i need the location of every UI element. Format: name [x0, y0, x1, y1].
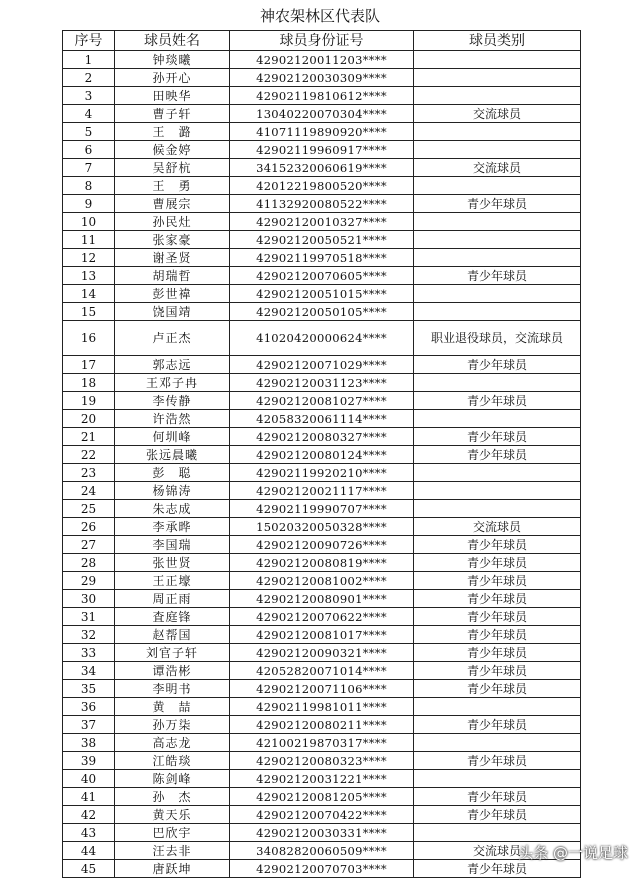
- table-row: [63, 698, 581, 716]
- watermark-text: 头条 @一说足球: [518, 844, 628, 862]
- cell-type: [414, 231, 581, 249]
- cell-name: 杨锦涛: [115, 482, 230, 500]
- cell-id: 42902120070703****: [230, 860, 414, 878]
- cell-name: 彭 聪: [115, 464, 230, 482]
- cell-id: 42902120071029****: [230, 356, 414, 374]
- cell-name: 许浩然: [115, 410, 230, 428]
- cell-no: 36: [63, 698, 115, 716]
- cell-name: 何圳峰: [115, 428, 230, 446]
- cell-id: 42058320061114****: [230, 410, 414, 428]
- cell-name: 赵帮国: [115, 626, 230, 644]
- table-row: [63, 554, 581, 572]
- watermark: [518, 842, 628, 863]
- document-title: 神农架林区代表队: [259, 7, 380, 25]
- header-id: 球员身份证号: [230, 31, 414, 51]
- cell-id: 15020320050328****: [230, 518, 414, 536]
- cell-type: 青少年球员: [414, 716, 581, 734]
- table-row: [63, 824, 581, 842]
- cell-name: 孙民灶: [115, 213, 230, 231]
- cell-name: 刘官子轩: [115, 644, 230, 662]
- cell-no: 1: [63, 51, 115, 69]
- cell-type: 青少年球员: [414, 806, 581, 824]
- table-row: [63, 285, 581, 303]
- table-row: [63, 752, 581, 770]
- cell-id: 42902120080901****: [230, 590, 414, 608]
- table-row: [63, 213, 581, 231]
- cell-id: 42902120050521****: [230, 231, 414, 249]
- roster-body: [63, 51, 581, 878]
- table-row: [63, 626, 581, 644]
- table-row: [63, 842, 581, 860]
- table-row: [63, 231, 581, 249]
- table-row: [63, 249, 581, 267]
- cell-type: 青少年球员: [414, 608, 581, 626]
- cell-no: 37: [63, 716, 115, 734]
- cell-no: 20: [63, 410, 115, 428]
- cell-no: 23: [63, 464, 115, 482]
- cell-name: 陈剑峰: [115, 770, 230, 788]
- cell-name: 谭浩彬: [115, 662, 230, 680]
- cell-name: 李国瑞: [115, 536, 230, 554]
- cell-no: 25: [63, 500, 115, 518]
- cell-no: 19: [63, 392, 115, 410]
- cell-id: 41071119890920****: [230, 123, 414, 141]
- cell-name: 张家豪: [115, 231, 230, 249]
- cell-no: 5: [63, 123, 115, 141]
- table-row: [63, 482, 581, 500]
- cell-id: 42100219870317****: [230, 734, 414, 752]
- cell-no: 41: [63, 788, 115, 806]
- cell-id: 42902119981011****: [230, 698, 414, 716]
- cell-id: 42902120031221****: [230, 770, 414, 788]
- table-row: [63, 590, 581, 608]
- cell-no: 8: [63, 177, 115, 195]
- cell-type: [414, 87, 581, 105]
- cell-name: 巴欣宇: [115, 824, 230, 842]
- cell-name: 李承晔: [115, 518, 230, 536]
- cell-name: 朱志成: [115, 500, 230, 518]
- cell-type: 青少年球员: [414, 554, 581, 572]
- cell-no: 38: [63, 734, 115, 752]
- table-row: [63, 392, 581, 410]
- cell-no: 34: [63, 662, 115, 680]
- cell-id: 42902119990707****: [230, 500, 414, 518]
- cell-type: [414, 51, 581, 69]
- table-row: [63, 770, 581, 788]
- cell-id: 42902120071106****: [230, 680, 414, 698]
- cell-name: 曹展宗: [115, 195, 230, 213]
- cell-id: 42902120050105****: [230, 303, 414, 321]
- cell-no: 4: [63, 105, 115, 123]
- cell-type: 青少年球员: [414, 195, 581, 213]
- table-row: [63, 680, 581, 698]
- cell-no: 24: [63, 482, 115, 500]
- cell-type: [414, 303, 581, 321]
- cell-id: 42902119810612****: [230, 87, 414, 105]
- cell-id: 42902120010327****: [230, 213, 414, 231]
- cell-no: 28: [63, 554, 115, 572]
- cell-type: [414, 141, 581, 159]
- table-row: [63, 267, 581, 285]
- cell-name: 李传静: [115, 392, 230, 410]
- cell-type: 青少年球员: [414, 536, 581, 554]
- cell-id: 42902120011203****: [230, 51, 414, 69]
- table-row: [63, 446, 581, 464]
- cell-id: 42052820071014****: [230, 662, 414, 680]
- cell-type: 职业退役球员，交流球员: [414, 321, 581, 356]
- cell-id: 42902120030309****: [230, 69, 414, 87]
- table-row: [63, 644, 581, 662]
- cell-name: 李明书: [115, 680, 230, 698]
- cell-no: 17: [63, 356, 115, 374]
- cell-name: 孙开心: [115, 69, 230, 87]
- cell-type: 青少年球员: [414, 428, 581, 446]
- table-row: [63, 464, 581, 482]
- cell-type: [414, 770, 581, 788]
- header-no: 序号: [63, 31, 115, 51]
- cell-no: 40: [63, 770, 115, 788]
- cell-id: 42902120081017****: [230, 626, 414, 644]
- cell-id: 42902120080819****: [230, 554, 414, 572]
- cell-type: 青少年球员: [414, 572, 581, 590]
- cell-id: 13040220070304****: [230, 105, 414, 123]
- cell-name: 吴舒杭: [115, 159, 230, 177]
- cell-no: 16: [63, 321, 115, 356]
- header-row: [63, 31, 581, 51]
- header-name: 球员姓名: [115, 31, 230, 51]
- cell-id: 42902120080124****: [230, 446, 414, 464]
- table-row: [63, 662, 581, 680]
- cell-name: 江皓琰: [115, 752, 230, 770]
- cell-type: 交流球员: [414, 518, 581, 536]
- cell-id: 41132920080522****: [230, 195, 414, 213]
- cell-name: 郭志远: [115, 356, 230, 374]
- cell-id: 42902120090321****: [230, 644, 414, 662]
- cell-id: 42902119970518****: [230, 249, 414, 267]
- cell-id: 42012219800520****: [230, 177, 414, 195]
- table-row: [63, 806, 581, 824]
- cell-type: [414, 410, 581, 428]
- cell-no: 45: [63, 860, 115, 878]
- cell-no: 6: [63, 141, 115, 159]
- cell-type: 青少年球员: [414, 356, 581, 374]
- cell-name: 孙万柒: [115, 716, 230, 734]
- cell-no: 9: [63, 195, 115, 213]
- table-row: [63, 123, 581, 141]
- table-row: [63, 608, 581, 626]
- table-row: [63, 536, 581, 554]
- cell-no: 11: [63, 231, 115, 249]
- cell-id: 41020420000624****: [230, 321, 414, 356]
- cell-id: 42902120070605****: [230, 267, 414, 285]
- cell-type: 青少年球员: [414, 446, 581, 464]
- cell-name: 张远晨曦: [115, 446, 230, 464]
- table-row: [63, 860, 581, 878]
- cell-name: 候金婷: [115, 141, 230, 159]
- cell-type: [414, 374, 581, 392]
- cell-id: 34082820060509****: [230, 842, 414, 860]
- cell-id: 42902120070622****: [230, 608, 414, 626]
- cell-name: 谢圣贤: [115, 249, 230, 267]
- cell-type: [414, 824, 581, 842]
- cell-no: 30: [63, 590, 115, 608]
- cell-id: 42902120090726****: [230, 536, 414, 554]
- table-row: [63, 500, 581, 518]
- cell-no: 32: [63, 626, 115, 644]
- cell-type: [414, 734, 581, 752]
- cell-type: [414, 123, 581, 141]
- table-row: [63, 716, 581, 734]
- cell-no: 31: [63, 608, 115, 626]
- cell-no: 33: [63, 644, 115, 662]
- cell-id: 42902120081027****: [230, 392, 414, 410]
- cell-name: 王邓子冉: [115, 374, 230, 392]
- cell-no: 2: [63, 69, 115, 87]
- cell-no: 12: [63, 249, 115, 267]
- cell-no: 3: [63, 87, 115, 105]
- cell-no: 22: [63, 446, 115, 464]
- cell-name: 田映华: [115, 87, 230, 105]
- cell-no: 43: [63, 824, 115, 842]
- cell-name: 王正壕: [115, 572, 230, 590]
- cell-type: 青少年球员: [414, 680, 581, 698]
- cell-name: 彭世禕: [115, 285, 230, 303]
- cell-name: 钟琰曦: [115, 51, 230, 69]
- cell-type: [414, 482, 581, 500]
- cell-type: [414, 249, 581, 267]
- cell-no: 18: [63, 374, 115, 392]
- cell-no: 29: [63, 572, 115, 590]
- table-row: [63, 572, 581, 590]
- cell-no: 44: [63, 842, 115, 860]
- cell-type: [414, 285, 581, 303]
- cell-name: 张世贤: [115, 554, 230, 572]
- table-row: [63, 87, 581, 105]
- cell-name: 孙 杰: [115, 788, 230, 806]
- table-row: [63, 69, 581, 87]
- table-row: [63, 321, 581, 356]
- cell-type: 青少年球员: [414, 590, 581, 608]
- table-row: [63, 410, 581, 428]
- cell-type: [414, 500, 581, 518]
- table-row: [63, 374, 581, 392]
- cell-type: 青少年球员: [414, 662, 581, 680]
- cell-no: 15: [63, 303, 115, 321]
- cell-type: 青少年球员: [414, 788, 581, 806]
- cell-name: 饶国靖: [115, 303, 230, 321]
- cell-type: [414, 177, 581, 195]
- table-row: [63, 141, 581, 159]
- cell-no: 21: [63, 428, 115, 446]
- cell-no: 26: [63, 518, 115, 536]
- table-row: [63, 428, 581, 446]
- table-row: [63, 303, 581, 321]
- table-row: [63, 159, 581, 177]
- table-row: [63, 195, 581, 213]
- cell-no: 39: [63, 752, 115, 770]
- table-row: [63, 105, 581, 123]
- cell-id: 34152320060619****: [230, 159, 414, 177]
- cell-type: [414, 464, 581, 482]
- cell-no: 14: [63, 285, 115, 303]
- cell-id: 42902120021117****: [230, 482, 414, 500]
- cell-type: 交流球员: [414, 105, 581, 123]
- table-row: [63, 51, 581, 69]
- table-row: [63, 356, 581, 374]
- cell-type: [414, 69, 581, 87]
- cell-id: 42902120031123****: [230, 374, 414, 392]
- cell-name: 査庭锋: [115, 608, 230, 626]
- cell-id: 42902120030331****: [230, 824, 414, 842]
- table-row: [63, 788, 581, 806]
- cell-id: 42902119960917****: [230, 141, 414, 159]
- cell-id: 42902120051015****: [230, 285, 414, 303]
- cell-no: 27: [63, 536, 115, 554]
- cell-no: 10: [63, 213, 115, 231]
- cell-name: 曹子轩: [115, 105, 230, 123]
- cell-name: 卢正杰: [115, 321, 230, 356]
- cell-id: 42902120080323****: [230, 752, 414, 770]
- cell-no: 7: [63, 159, 115, 177]
- cell-name: 汪去非: [115, 842, 230, 860]
- cell-name: 唐跃坤: [115, 860, 230, 878]
- cell-id: 42902120081205****: [230, 788, 414, 806]
- cell-name: 周正雨: [115, 590, 230, 608]
- cell-type: 青少年球员: [414, 644, 581, 662]
- cell-name: 黄天乐: [115, 806, 230, 824]
- cell-name: 王 勇: [115, 177, 230, 195]
- cell-type: 青少年球员: [414, 392, 581, 410]
- cell-id: 42902120080327****: [230, 428, 414, 446]
- table-row: [63, 518, 581, 536]
- table-row: [63, 177, 581, 195]
- cell-type: [414, 698, 581, 716]
- cell-type: 青少年球员: [414, 860, 581, 878]
- roster-table: [62, 30, 581, 878]
- cell-type: [414, 213, 581, 231]
- cell-id: 42902120081002****: [230, 572, 414, 590]
- cell-type: 青少年球员: [414, 267, 581, 285]
- cell-type: 交流球员: [414, 159, 581, 177]
- header-type: 球员类别: [414, 31, 581, 51]
- cell-type: 青少年球员: [414, 626, 581, 644]
- cell-type: 青少年球员: [414, 752, 581, 770]
- cell-no: 35: [63, 680, 115, 698]
- cell-id: 42902120070422****: [230, 806, 414, 824]
- cell-id: 42902120080211****: [230, 716, 414, 734]
- cell-type: 交流球员: [414, 842, 581, 860]
- cell-name: 黄 喆: [115, 698, 230, 716]
- cell-name: 王 潞: [115, 123, 230, 141]
- cell-name: 高志龙: [115, 734, 230, 752]
- cell-no: 42: [63, 806, 115, 824]
- cell-id: 42902119920210****: [230, 464, 414, 482]
- cell-name: 胡瑞哲: [115, 267, 230, 285]
- cell-no: 13: [63, 267, 115, 285]
- table-row: [63, 734, 581, 752]
